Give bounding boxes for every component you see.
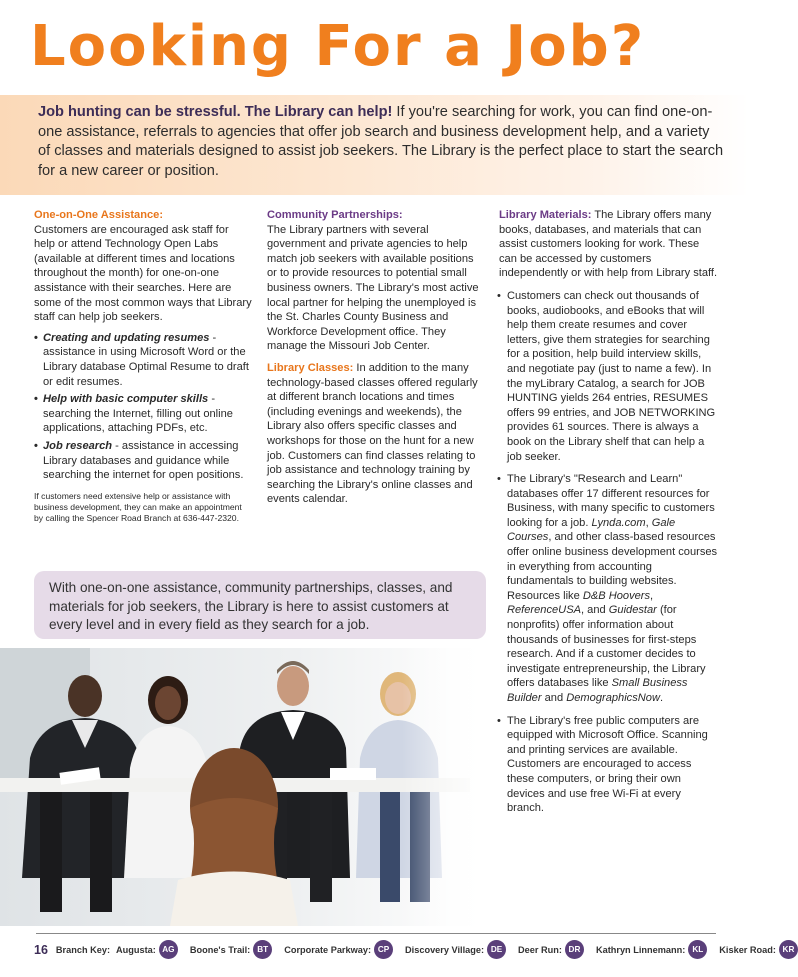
classes-heading: Library Classes: xyxy=(267,361,354,374)
classes-section xyxy=(267,361,485,507)
intro-body: If you're searching for work, you can find one-on-one assistance, referrals to agencies that offer job search and business development help, and a variety of classes and materials designed to assist job seekers. The Library is the perfect place to start the search for a new career or position. xyxy=(38,104,724,179)
branch-key-label: Branch Key: xyxy=(55,944,111,955)
column-one xyxy=(34,208,252,524)
referenceusa-text: ReferenceUSA xyxy=(507,604,581,617)
branch-name: Boone's Trail: xyxy=(189,944,251,955)
materials-section xyxy=(499,208,719,281)
branch-badge: DR xyxy=(565,940,584,959)
list-item xyxy=(34,331,252,389)
page-title: Looking For a Job? xyxy=(30,14,646,79)
list-item: • The Library's "Research and Learn" databases offer 17 different resources for Business, with many specific to customers looking for a job. Lynda.com, Gale Courses, and other class-based resources offer online business development courses in everything from accounting fundamentals to building websites. Resources like D&B Hoovers, ReferenceUSA, and Guidestar (for nonprofits) offer information about thousands of businesses for first-steps research. And if a customer decides to investigate entrepreneurship, the Library offers databases like Small Business Builder and DemographicsNow. xyxy=(499,472,719,706)
branch-name: Augusta: xyxy=(116,944,156,955)
list-item-title: Job research xyxy=(43,439,113,452)
partnerships-section xyxy=(267,208,485,354)
page-footer xyxy=(0,933,795,977)
guidestar-text: Guidestar xyxy=(608,604,657,617)
branch-badge: KL xyxy=(688,940,707,959)
branch-name: Discovery Village: xyxy=(405,944,485,955)
hoovers-text: D&B Hoovers xyxy=(582,589,651,602)
one-on-one-section xyxy=(34,208,252,325)
branch-name: Deer Run: xyxy=(518,944,562,955)
branch-name: Kisker Road: xyxy=(719,944,776,955)
assistance-list xyxy=(34,331,252,483)
branch-badge: DE xyxy=(487,940,506,959)
list-item-text: - assistance in accessing Library databases and guidance while searching the internet for open positions. xyxy=(43,439,244,482)
appointment-note: If customers need extensive help or assistance with business development, they can make an appointment by calling the Spencer Road Branch at 636-447-2320. xyxy=(34,490,242,523)
column-three xyxy=(499,208,719,824)
list-item-title: Help with basic computer skills xyxy=(43,393,209,406)
one-on-one-heading: One-on-One Assistance: xyxy=(34,209,164,221)
intro-text xyxy=(0,95,749,181)
one-on-one-body: Customers are encouraged ask staff for help or attend Technology Open Labs (available at different times and locations throughout the month) for one-on-one assistance with their searches. Here are some of the most common ways that Library staff can help job seekers. xyxy=(34,223,252,324)
materials-body: The Library offers many books, databases, and materials that can assist customers looking for work. These can be accessed by customers independently or with help from Library staff. xyxy=(499,209,718,280)
partnerships-body: The Library partners with several government and private agencies to help match job seekers with available positions or to provide resources to potential small business owners. The Library's most active local partner for helping the unemployed is the St. Charles County Business and Workforce Development office. They manage the Missouri Job Center. xyxy=(267,223,479,353)
callout-text: With one-on-one assistance, community partnerships, classes, and materials for job seekers, the Library is here to assist customers at every level and in every field as they search for a job. xyxy=(49,580,453,632)
branch-name: Corporate Parkway: xyxy=(284,944,372,955)
branch-name: Kathryn Linnemann: xyxy=(595,944,686,955)
summary-callout xyxy=(34,571,486,639)
list-item xyxy=(34,439,252,483)
list-item-title: Creating and updating resumes xyxy=(43,331,210,344)
intro-banner xyxy=(0,95,749,195)
list-item-text: - searching the Internet, filling out online applications, attaching PDFs, etc. xyxy=(43,393,233,435)
list-item xyxy=(34,392,252,436)
branch-key xyxy=(34,940,798,959)
branch-badge: KR xyxy=(779,940,798,959)
small-business-builder-text: Small Business Builder xyxy=(507,677,688,704)
materials-list xyxy=(499,289,719,816)
footer-divider xyxy=(36,933,716,934)
branch-badge: BT xyxy=(253,940,272,959)
list-item-text: - assistance in using Microsoft Word or the Library database Optimal Resume to draft or edit resumes. xyxy=(43,331,249,388)
intro-lead: Job hunting can be stressful. The Library can help! xyxy=(38,104,393,120)
demographicsnow-text: DemographicsNow xyxy=(566,692,660,704)
branch-badge: AG xyxy=(159,940,178,959)
list-item: • Customers can check out thousands of books, audiobooks, and eBooks that will help them create resumes and cover letters, give them strategies for searching for a position, help build interview skills, and negotiate pay (just to name a few). In the myLibrary Catalog, a search for JOB HUNTING yields 264 entries, RESUMES offers 99 entries, and JOB NETWORKING provides 61 sources. There is always a book on the Library shelf that can help a job seeker. xyxy=(499,289,719,464)
list-item: • The Library's free public computers are equipped with Microsoft Office. Scanning and printing services are available. Customers are encouraged to access these computers, or bring their own devices and use free Wi-Fi at every branch. xyxy=(499,714,719,816)
materials-heading: Library Materials: xyxy=(499,209,592,221)
partnerships-heading: Community Partnerships: xyxy=(267,209,403,221)
gale-courses-text: Gale Courses xyxy=(507,516,676,544)
job-interview-photo xyxy=(0,648,490,926)
lynda-link-text: Lynda.com xyxy=(591,516,646,529)
column-two xyxy=(267,208,485,513)
branch-badge: CP xyxy=(374,940,393,959)
classes-body: In addition to the many technology-based classes offered regularly at different branch locations and times (including evenings and weekends), the Library also offers specific classes and workshops for those on the hunt for a new job. Customers can find classes relating to job assistance and technology training by searching the Library's online classes and events calendar. xyxy=(267,361,478,506)
page-number: 16 xyxy=(34,942,48,957)
